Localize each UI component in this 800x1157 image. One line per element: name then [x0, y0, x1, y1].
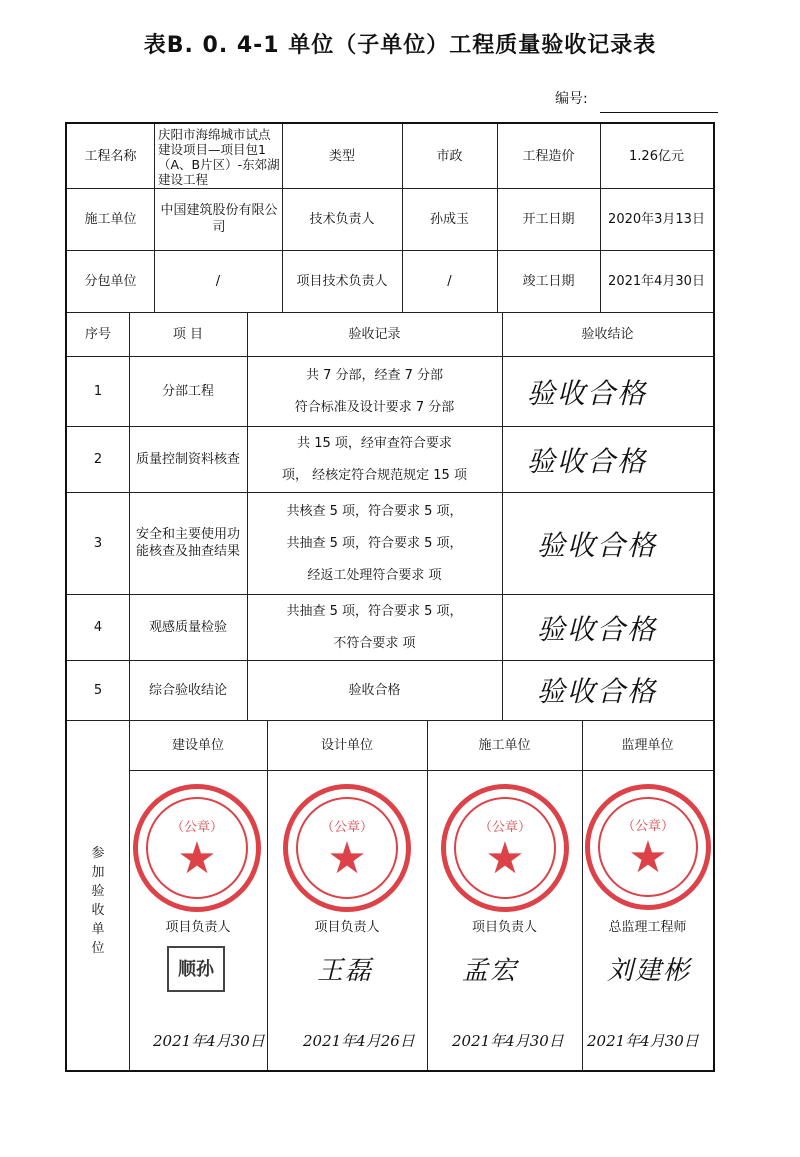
official-seal: [283, 784, 411, 912]
row-record-line: 验收合格: [348, 682, 401, 698]
star-icon: ★: [327, 832, 367, 884]
project-tech-lead-value: /: [447, 273, 452, 289]
row-item: 质量控制资料核查: [135, 451, 240, 467]
header-record: 验收记录: [348, 326, 401, 342]
unit-name: 设计单位: [320, 737, 373, 753]
name-seal: 顺孙: [167, 946, 225, 992]
row-item: 安全和主要使用功能核查及抽查结果: [135, 527, 240, 559]
signer-role: 总监理工程师: [608, 919, 687, 935]
row-no: 4: [93, 619, 103, 635]
page-title: 表B. 0. 4-1 单位（子单位）工程质量验收记录表: [143, 33, 657, 58]
tech-lead-label: 技术负责人: [309, 211, 375, 227]
row-item: 分部工程: [161, 383, 214, 399]
conclusion-signature: 验收合格: [537, 529, 658, 562]
row-no: 3: [93, 535, 103, 551]
row-record-line: 项， 经核定符合规范规定 15 项: [282, 467, 467, 483]
row-record-line: 共抽查 5 项，符合要求 5 项，: [286, 535, 463, 551]
col-divider: [582, 720, 583, 1070]
row-record-line: 共核查 5 项，符合要求 5 项，: [286, 503, 463, 519]
header-item: 项 目: [172, 326, 204, 342]
row-record-line: 符合标准及设计要求 7 分部: [294, 399, 455, 415]
type-value: 市政: [436, 148, 463, 164]
row-no: 5: [93, 682, 103, 698]
subcontractor-label: 分包单位: [84, 273, 137, 289]
header-no: 序号: [84, 326, 111, 342]
sign-date: 2021年4月30日: [452, 1032, 564, 1050]
project-name-label: 工程名称: [84, 148, 137, 164]
conclusion-signature: 验收合格: [537, 613, 658, 646]
header-conclusion: 验收结论: [581, 326, 634, 342]
row-record-line: 经返工处理符合要求 项: [307, 567, 442, 583]
contractor-value: 中国建筑股份有限公司: [160, 203, 278, 235]
conclusion-signature: 验收合格: [527, 445, 648, 478]
start-date-value: 2020年3月13日: [608, 211, 705, 227]
row-record-line: 不符合要求 项: [333, 635, 416, 651]
star-icon: ★: [628, 831, 668, 883]
signer-role: 项目负责人: [314, 919, 380, 935]
row-item: 观感质量检验: [148, 619, 227, 635]
unit-name: 建设单位: [171, 737, 224, 753]
conclusion-signature: 验收合格: [527, 377, 648, 410]
official-seal: [133, 784, 261, 912]
row-record-line: 共抽查 5 项，符合要求 5 项，: [286, 603, 463, 619]
handwritten-signature: 刘建彬: [607, 956, 692, 986]
cost-label: 工程造价: [522, 148, 575, 164]
sign-date: 2021年4月30日: [153, 1032, 265, 1050]
type-label: 类型: [328, 148, 355, 164]
seal-text: （公章）: [621, 818, 674, 834]
row-no: 1: [93, 383, 103, 399]
end-date-value: 2021年4月30日: [608, 273, 705, 289]
unit-name: 监理单位: [621, 737, 674, 753]
row-item: 综合验收结论: [148, 682, 227, 698]
handwritten-signature: 王磊: [317, 956, 374, 986]
handwritten-signature: 孟宏: [462, 956, 519, 986]
sign-date: 2021年4月30日: [587, 1032, 699, 1050]
start-date-label: 开工日期: [522, 211, 575, 227]
seal-text: （公章）: [478, 819, 531, 835]
tech-lead-value: 孙成玉: [429, 211, 469, 227]
project-tech-lead-label: 项目技术负责人: [296, 273, 388, 289]
serial-label: 编号:: [555, 91, 588, 107]
contractor-label: 施工单位: [84, 211, 137, 227]
subcontractor-value: /: [215, 273, 221, 289]
col-divider: [427, 720, 428, 1070]
cost-value: 1.26亿元: [629, 148, 684, 164]
end-date-label: 竣工日期: [522, 273, 575, 289]
conclusion-signature: 验收合格: [537, 675, 658, 708]
official-seal: [585, 784, 711, 910]
col-divider: [502, 312, 503, 720]
official-seal: [441, 784, 569, 912]
row-no: 2: [93, 451, 103, 467]
acceptance-form: [65, 122, 715, 1072]
seal-text: （公章）: [170, 819, 223, 835]
row-record-line: 共 15 项，经审查符合要求: [297, 435, 452, 451]
row-record-line: 共 7 分部，经查 7 分部: [305, 367, 444, 383]
unit-name: 施工单位: [478, 737, 531, 753]
serial-line: [600, 112, 718, 113]
signer-role: 项目负责人: [165, 919, 231, 935]
seal-text: （公章）: [320, 819, 373, 835]
star-icon: ★: [177, 832, 217, 884]
signer-role: 项目负责人: [471, 919, 537, 935]
project-name-value: 庆阳市海绵城市试点建设项目—项目包1（A、B片区）-东郊湖建设工程: [158, 127, 280, 187]
participants-label: 参加验收单位: [91, 846, 105, 956]
star-icon: ★: [485, 832, 525, 884]
sign-date: 2021年4月26日: [303, 1032, 415, 1050]
col-divider: [267, 720, 268, 1070]
row-divider: [129, 770, 713, 771]
